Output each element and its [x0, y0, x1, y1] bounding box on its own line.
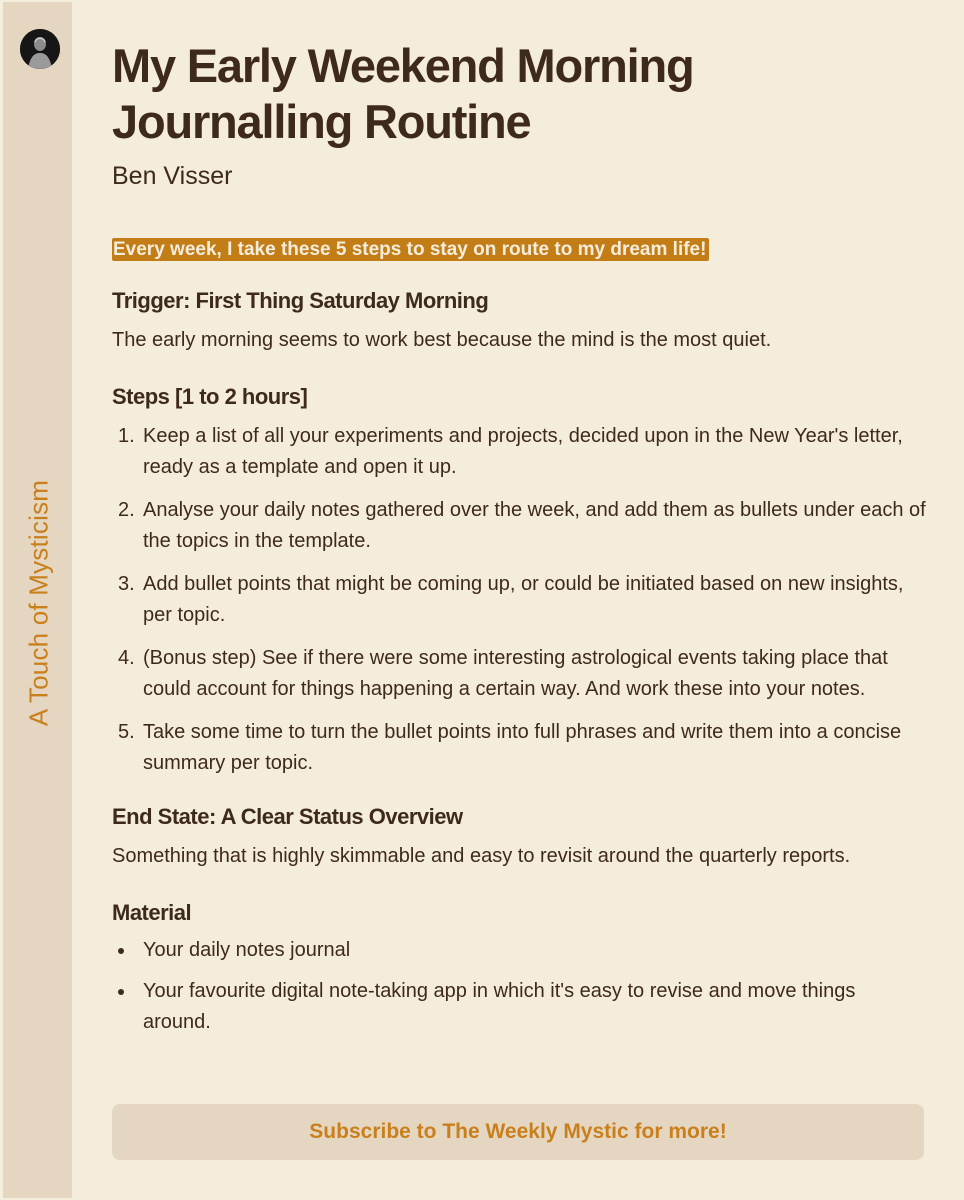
bullet-icon — [118, 989, 124, 995]
end-state-heading: End State: A Clear Status Overview — [112, 804, 463, 829]
step-item — [112, 421, 927, 483]
end-state-text: Something that is highly skimmable and easy to revisit around the quarterly reports. — [112, 845, 851, 867]
step-number: 4. — [118, 647, 135, 669]
step-item — [112, 495, 927, 557]
highlight-banner: Every week, I take these 5 steps to stay on route to my dream life! — [112, 238, 709, 261]
main-content — [112, 38, 927, 1048]
bullet-icon — [118, 948, 124, 954]
subscribe-button[interactable]: Subscribe to The Weekly Mystic for more! — [112, 1104, 924, 1160]
author-name: Ben Visser — [112, 162, 233, 190]
steps-heading: Steps [1 to 2 hours] — [112, 384, 308, 409]
step-text: Add bullet points that might be coming up, or could be initiated based on new insights, per topic. — [143, 573, 904, 626]
step-text: Keep a list of all your experiments and projects, decided upon in the New Year's letter, ready as a template and open it up. — [143, 425, 903, 478]
material-text: Your favourite digital note-taking app in which it's easy to revise and move things around. — [143, 980, 856, 1033]
sidebar — [3, 2, 72, 1198]
step-number: 1. — [118, 425, 135, 447]
sidebar-brand-label: A Touch of Mysticism — [23, 479, 54, 727]
step-text: Analyse your daily notes gathered over the week, and add them as bullets under each of the topics in the template. — [143, 499, 926, 552]
material-list — [112, 935, 927, 1038]
material-text: Your daily notes journal — [143, 939, 351, 961]
material-heading: Material — [112, 900, 192, 925]
step-text: (Bonus step) See if there were some interesting astrological events taking place that could account for things happening a certain way. And work these into your notes. — [143, 647, 888, 700]
step-item — [112, 569, 927, 631]
material-item — [112, 976, 927, 1038]
page-title: My Early Weekend Morning Journalling Routine — [112, 39, 694, 148]
avatar[interactable] — [20, 29, 60, 69]
trigger-heading: Trigger: First Thing Saturday Morning — [112, 288, 489, 313]
step-text: Take some time to turn the bullet points into full phrases and write them into a concise summary per topic. — [143, 721, 902, 774]
material-item — [112, 935, 927, 966]
steps-list — [112, 421, 927, 779]
step-item — [112, 717, 927, 779]
step-item — [112, 643, 927, 705]
step-number: 5. — [118, 721, 135, 743]
trigger-text: The early morning seems to work best because the mind is the most quiet. — [112, 329, 772, 351]
step-number: 2. — [118, 499, 135, 521]
avatar-portrait-icon — [20, 29, 60, 69]
step-number: 3. — [118, 573, 135, 595]
